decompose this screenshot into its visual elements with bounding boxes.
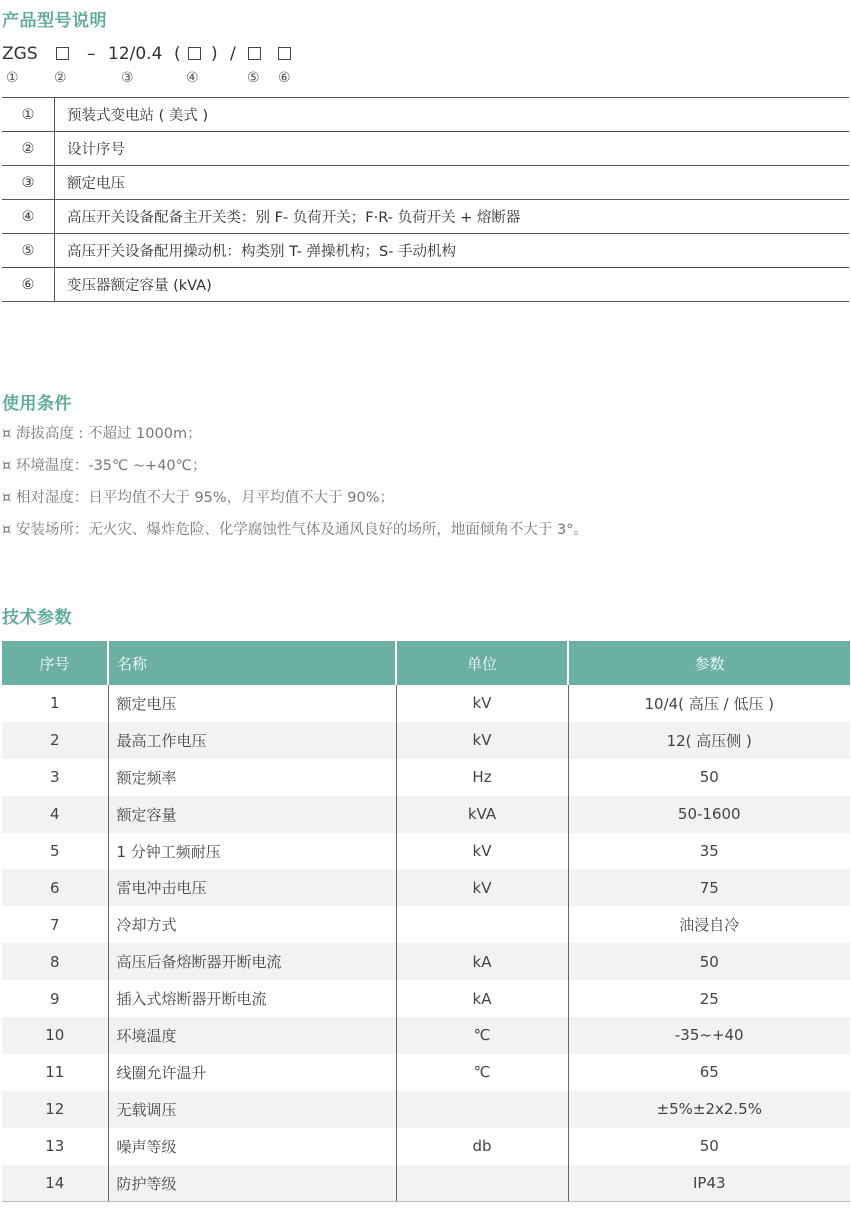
condition-item: ¤ 安装场所：无火灾、爆炸危险、化学腐蚀性气体及通风良好的场所，地面倾角不大于 3°。 <box>2 522 588 538</box>
legend-desc: 高压开关设备配备主开关类：别 F- 负荷开关；F·R- 负荷开关 + 熔断器 <box>55 200 850 234</box>
cell-param: 50 <box>699 1137 719 1156</box>
model-box-2 <box>56 44 69 64</box>
condition-item: ¤ 海拔高度 : 不超过 1000m； <box>2 426 202 442</box>
cell-unit <box>396 1091 568 1128</box>
table-row <box>2 980 850 1017</box>
cell-name: 线圈允许温升 <box>108 1054 396 1091</box>
cell-param: 50 <box>699 768 719 787</box>
cell-unit: kV <box>396 833 568 870</box>
cell-param: 65 <box>699 1063 719 1082</box>
legend-num: ⑤ <box>2 234 55 268</box>
table-row <box>2 1165 850 1202</box>
cell-unit: kVA <box>396 796 568 833</box>
cell-param: 75 <box>568 869 850 906</box>
header-seq: 序号 <box>2 641 108 685</box>
cell-unit: kV <box>396 685 568 722</box>
cell-unit: kA <box>396 943 568 980</box>
legend-row <box>2 98 849 132</box>
cell-unit <box>396 1165 568 1202</box>
cell-seq: 3 <box>2 759 108 796</box>
cell-name: 额定容量 <box>108 796 396 833</box>
cell-unit: ℃ <box>396 1054 568 1091</box>
legend-desc: 变压器额定容量 (kVA) <box>55 268 850 302</box>
cell-param: -35~+40 <box>568 1017 850 1054</box>
table-row <box>2 1054 850 1091</box>
model-section-title: 产品型号说明 <box>2 11 107 31</box>
cell-name: 1 分钟工频耐压 <box>108 833 396 870</box>
cell-param: 50 <box>568 943 850 980</box>
cell-param: 10/4( 高压 / 低压 ) <box>644 694 774 713</box>
cell-param: 油浸自冷 <box>679 916 740 935</box>
header-unit: 单位 <box>396 641 568 685</box>
cell-param: 25 <box>699 989 719 1008</box>
legend-desc: 额定电压 <box>55 166 850 200</box>
cell-name: 最高工作电压 <box>108 722 396 759</box>
cell-seq: 5 <box>2 833 108 870</box>
cell-seq: 14 <box>2 1165 108 1202</box>
table-row <box>2 796 850 833</box>
model-marker: ⑤ <box>247 70 260 86</box>
cell-seq: 11 <box>2 1054 108 1091</box>
tech-header-row <box>2 641 850 685</box>
legend-num: ③ <box>2 166 55 200</box>
model-paren-open: ( <box>174 44 181 64</box>
model-marker: ① <box>6 70 19 86</box>
legend-num: ② <box>2 132 55 166</box>
cell-unit: Hz <box>396 759 568 796</box>
legend-row <box>2 200 849 234</box>
tech-section-title: 技术参数 <box>2 608 72 628</box>
legend-desc: 预装式变电站 ( 美式 ) <box>55 98 850 132</box>
cell-name: 无载调压 <box>108 1091 396 1128</box>
cell-name: 防护等级 <box>108 1165 396 1202</box>
table-row <box>2 1091 850 1128</box>
model-box-4 <box>188 44 201 64</box>
cell-seq: 2 <box>2 722 108 759</box>
cell-seq: 12 <box>2 1091 108 1128</box>
header-name: 名称 <box>108 641 396 685</box>
table-row <box>2 1017 850 1054</box>
model-paren-close: ) <box>211 44 218 64</box>
table-row <box>2 685 850 722</box>
condition-item: ¤ 相对湿度：日平均值不大于 95%，月平均值不大于 90%； <box>2 490 395 506</box>
model-voltage: 12/0.4 <box>108 44 163 64</box>
cell-unit <box>396 906 568 943</box>
cell-name: 额定电压 <box>108 685 396 722</box>
legend-row <box>2 268 849 302</box>
model-marker: ⑥ <box>278 70 291 86</box>
legend-row <box>2 234 849 268</box>
cell-name: 插入式熔断器开断电流 <box>108 980 396 1017</box>
cell-unit: kA <box>396 980 568 1017</box>
legend-num: ④ <box>2 200 55 234</box>
cell-name: 高压后备熔断器开断电流 <box>108 943 396 980</box>
cell-seq: 10 <box>2 1017 108 1054</box>
model-prefix: ZGS <box>2 44 38 64</box>
cell-name: 雷电冲击电压 <box>108 869 396 906</box>
legend-row <box>2 166 849 200</box>
cell-seq: 13 <box>2 1128 108 1165</box>
cell-unit: db <box>396 1128 568 1165</box>
model-dash: – <box>87 44 96 64</box>
cell-name: 冷却方式 <box>108 906 396 943</box>
legend-row <box>2 132 849 166</box>
header-param: 参数 <box>568 641 850 685</box>
model-box-5 <box>248 44 261 64</box>
legend-desc: 高压开关设备配用操动机：构类别 T- 弹操机构；S- 手动机构 <box>55 234 850 268</box>
model-box-6 <box>278 44 291 64</box>
cell-param: ±5%±2x2.5% <box>568 1091 850 1128</box>
tech-params-table <box>2 641 850 1202</box>
model-marker: ③ <box>121 70 134 86</box>
cell-unit: ℃ <box>396 1017 568 1054</box>
model-slash: / <box>230 44 236 64</box>
model-marker: ④ <box>186 70 199 86</box>
legend-desc: 设计序号 <box>55 132 850 166</box>
table-row <box>2 759 850 796</box>
table-row <box>2 833 850 870</box>
cell-seq: 6 <box>2 869 108 906</box>
cell-param: 12( 高压侧 ) <box>568 722 850 759</box>
table-row <box>2 943 850 980</box>
cell-seq: 7 <box>2 906 108 943</box>
cell-unit: kV <box>396 869 568 906</box>
cell-seq: 4 <box>2 796 108 833</box>
cell-seq: 9 <box>2 980 108 1017</box>
cell-name: 环境温度 <box>108 1017 396 1054</box>
table-row <box>2 869 850 906</box>
cell-seq: 8 <box>2 943 108 980</box>
conditions-section-title: 使用条件 <box>2 394 72 414</box>
model-marker: ② <box>54 70 67 86</box>
cell-name: 额定频率 <box>108 759 396 796</box>
model-legend-table <box>2 97 849 302</box>
legend-num: ⑥ <box>2 268 55 302</box>
table-row <box>2 906 850 943</box>
cell-unit: kV <box>396 722 568 759</box>
cell-name: 噪声等级 <box>108 1128 396 1165</box>
table-row <box>2 722 850 759</box>
table-row <box>2 1128 850 1165</box>
cell-param: 50-1600 <box>568 796 850 833</box>
condition-item: ¤ 环境温度：-35℃ ~+40℃； <box>2 458 207 474</box>
cell-seq: 1 <box>2 685 108 722</box>
cell-param: IP43 <box>568 1165 850 1202</box>
cell-param: 35 <box>699 842 719 860</box>
legend-num: ① <box>2 98 55 132</box>
